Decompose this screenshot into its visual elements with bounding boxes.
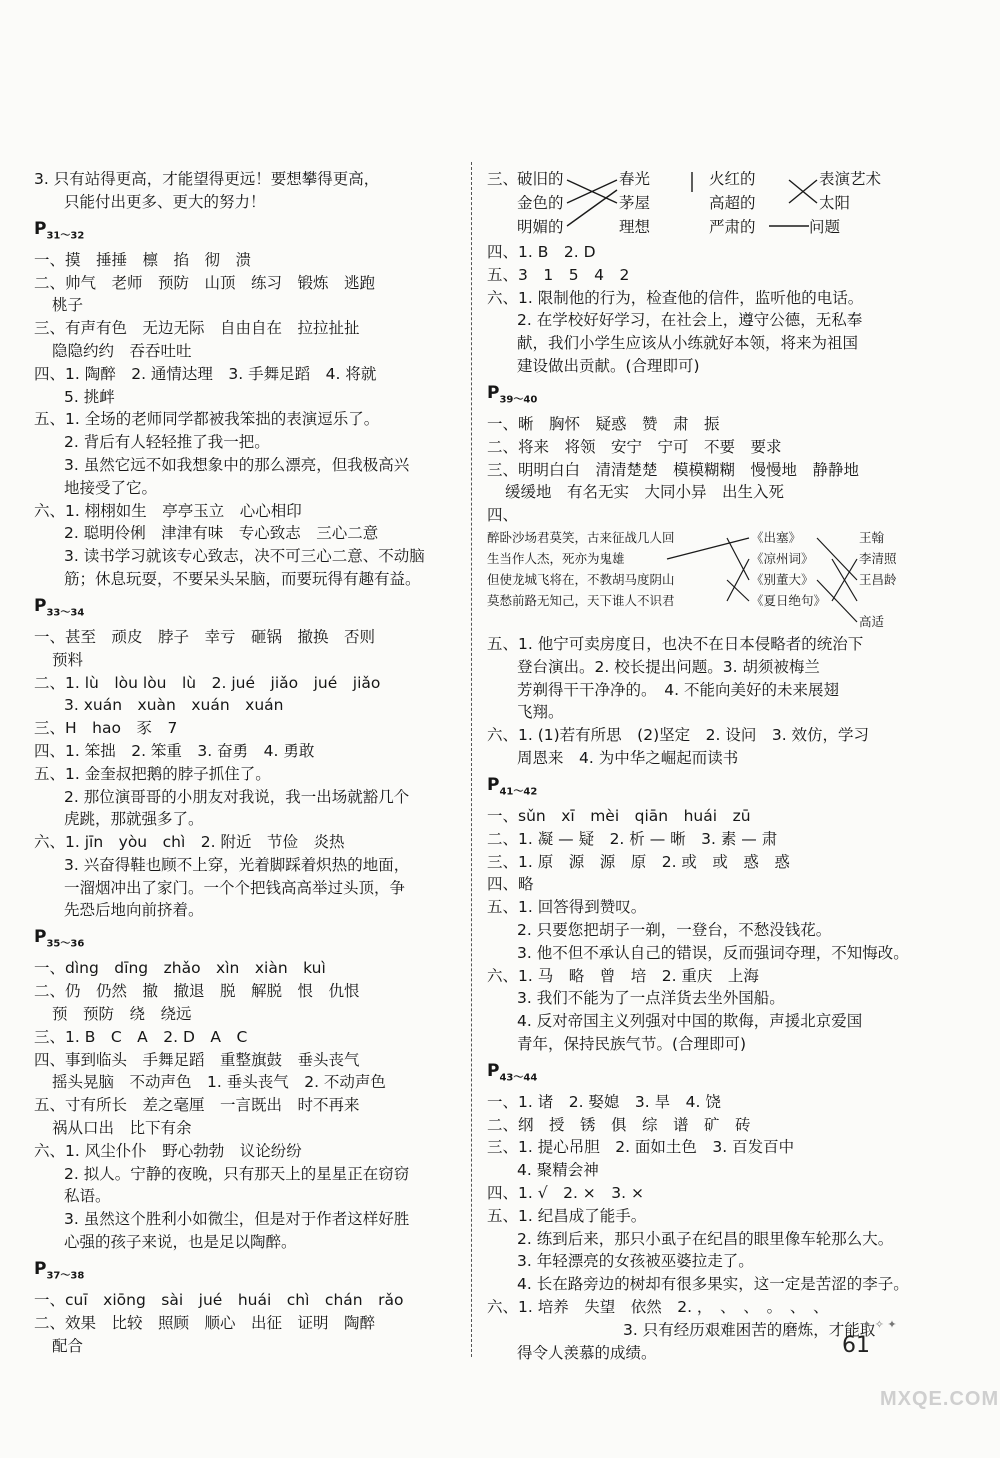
answer-line: 4. 反对帝国主义列强对中国的欺侮，声援北京爱国 — [517, 1012, 863, 1031]
poem-line: 醉卧沙场君莫笑，古来征战几人回 — [487, 529, 675, 545]
answer-line: 四、1. B 2. D — [487, 243, 596, 261]
answer-line: 4. 长在路旁边的树却有很多果实，这一定是苦涩的李子。 — [517, 1275, 909, 1294]
matching-exercise — [487, 168, 939, 241]
answer-line: 虎跳，那就强多了。 — [64, 810, 204, 829]
answer-line: 二、1. 凝 — 疑 2. 析 — 晰 3. 素 — 肃 — [487, 829, 778, 848]
answer-line: 三、明明白白 清清楚楚 模模糊糊 慢慢地 静静地 — [487, 460, 860, 479]
poem-author: 王昌龄 — [859, 571, 897, 587]
answer-line: 2. 练到后来，那只小虱子在纪昌的眼里像车轮那么大。 — [517, 1229, 894, 1248]
left-column — [34, 168, 464, 1357]
answer-line: 飞翔。 — [517, 703, 564, 722]
page-number-ornament-icon: ✦ ✧ ✦ — [862, 1318, 897, 1331]
answer-line: 隐隐约约 吞吞吐吐 — [52, 341, 192, 360]
answer-line: 青年，保持民族气节。(合理即可) — [517, 1034, 747, 1053]
answer-line: 四、1. 笨拙 2. 笨重 3. 奋勇 4. 勇敢 — [34, 741, 315, 760]
match-left2-item: 火红的 — [709, 170, 756, 188]
answer-line: 建设做出贡献。(合理即可) — [517, 356, 700, 375]
section-heading-p33: $P_{33\sim 34}$ — [34, 595, 85, 619]
match-line — [727, 580, 749, 601]
answer-line: 私语。 — [64, 1187, 111, 1206]
poem-author: 王翰 — [859, 529, 885, 545]
answer-line: 五、1. 金奎叔把鹅的脖子抓住了。 — [34, 764, 271, 783]
answer-line: 筋；休息玩耍，不要呆头呆脑，而要玩得有趣有益。 — [64, 569, 421, 588]
answer-line: 五、1. 全场的老师同学都被我笨拙的表演逗乐了。 — [34, 410, 380, 429]
watermark: MXQE.COM — [880, 1388, 1000, 1410]
answer-line: 一、摸 捶捶 檩 掐 彻 溃 — [34, 250, 252, 269]
match-line — [727, 559, 749, 601]
poem-matching — [487, 527, 939, 633]
intro-line: 3. 只有站得更高，才能望得更远！要想攀得更高， — [34, 170, 380, 188]
section-heading-p39: $P_{39\sim 40}$ — [487, 382, 538, 406]
answer-line: 2. 聪明伶俐 津津有味 专心致志 三心二意 — [64, 524, 379, 543]
answer-line: 三、1. B C A 2. D A C — [34, 1027, 248, 1046]
answer-line: 六、1. 限制他的行为，检查他的信件，监听他的电话。 — [487, 288, 864, 307]
answer-line: 六、1. 培养 失望 依然 2. ， 、 、 。 、 、 — [487, 1298, 829, 1317]
answer-line: 一、甚至 顽皮 脖子 幸亏 砸锅 撤换 否则 — [34, 627, 376, 646]
answer-line: 四、1. 陶醉 2. 通情达理 3. 手舞足蹈 4. 将就 — [34, 364, 377, 383]
answer-line: 3. 我们不能为了一点洋货去坐外国船。 — [517, 989, 785, 1008]
answer-line: 3. 虽然这个胜利小如微尘，但是对于作者这样好胜 — [64, 1210, 410, 1229]
poem-line: 生当作人杰，死亦为鬼雄 — [487, 550, 625, 566]
poem-author: 高适 — [859, 613, 885, 629]
match-left-item: 金色的 — [517, 194, 564, 212]
answer-line: 三、有声有色 无边无际 自由自在 拉拉扯扯 — [34, 319, 360, 338]
poem-line: 但使龙城飞将在，不教胡马度阴山 — [487, 571, 675, 587]
answer-line: 五、1. 回答得到赞叹。 — [487, 898, 647, 917]
answer-line: 3. 兴奋得鞋也顾不上穿，光着脚踩着炽热的地面， — [64, 855, 410, 874]
poem-title: 《凉州词》 — [751, 550, 814, 566]
poem-title: 《夏日绝句》 — [751, 592, 827, 608]
answer-line: 4. 聚精会神 — [517, 1161, 599, 1180]
poem-author: 李清照 — [859, 550, 897, 566]
answer-line: 地接受了它。 — [64, 478, 158, 497]
answer-line: 三、1. 提心吊胆 2. 面如土色 3. 百发百中 — [487, 1138, 795, 1157]
answer-line: 3. xuán xuàn xuán xuán — [64, 696, 284, 715]
answer-line: 一溜烟冲出了家门。一个个把钱高高举过头顶，争 — [64, 878, 406, 897]
section-heading-p43: $P_{43\sim 44}$ — [487, 1060, 538, 1084]
poem-title: 《出塞》 — [751, 529, 802, 545]
answer-line: 六、1. 栩栩如生 亭亭玉立 心心相印 — [34, 501, 302, 520]
answer-line: 六、1. jīn yòu chì 2. 附近 节俭 炎热 — [34, 833, 345, 852]
answer-line: 三、H hao 豕 7 — [34, 719, 178, 738]
answer-line: 3. 他不但不承认自己的错误，反而强词夺理，不知悔改。 — [517, 943, 909, 962]
section-heading-p37: $P_{37\sim 38}$ — [34, 1258, 85, 1282]
answer-line: 3. 年轻漂亮的女孩被巫婆拉走了。 — [517, 1252, 754, 1271]
answer-line: 四、事到临头 手舞足蹈 重整旗鼓 垂头丧气 — [34, 1050, 360, 1069]
match-left-item: 明媚的 — [517, 218, 564, 236]
answer-line: 一、1. 诸 2. 娶媳 3. 旱 4. 饶 — [487, 1092, 721, 1111]
match-line — [727, 538, 749, 580]
match-right-item: 表演艺术 — [819, 170, 882, 188]
match-right-item: 太阳 — [819, 194, 851, 212]
answer-line: 五、3 1 5 4 2 — [487, 265, 630, 284]
answer-line: 祸从口出 比下有余 — [52, 1119, 192, 1138]
answer-line: 预 预防 绕 绕远 — [52, 1005, 192, 1024]
answer-line: 六、1. (1)若有所思 (2)坚定 2. 设问 3. 效仿，学习 — [487, 726, 870, 745]
answer-line: 3. 只有经历艰难困苦的磨炼，才能取 — [623, 1320, 876, 1339]
answer-line: 配合 — [52, 1336, 84, 1355]
answer-line: 四、1. √ 2. × 3. × — [487, 1184, 644, 1203]
answer-line: 3. 虽然它远不如我想象中的那么漂亮，但我极高兴 — [64, 455, 410, 474]
match-left2-item: 严肃的 — [709, 218, 756, 236]
answer-line: 3. 读书学习就该专心致志，决不可三心二意、不动脑 — [64, 547, 425, 566]
answer-line: 五、1. 纪昌成了能手。 — [487, 1206, 647, 1225]
answer-line: 一、晰 胸怀 疑惑 赞 肃 振 — [487, 414, 720, 433]
answer-line: 预料 — [52, 650, 84, 669]
answer-line: 2. 在学校好好学习，在社会上，遵守公德，无私奉 — [517, 311, 863, 330]
page-number: 61 — [842, 1333, 870, 1358]
match-mid-item: 理想 — [619, 218, 651, 236]
section-heading-p41: $P_{41\sim 42}$ — [487, 774, 538, 798]
answer-line: 二、仍 仍然 撤 撤退 脱 解脱 恨 仇恨 — [34, 982, 360, 1001]
section-prefix: 三、 — [487, 170, 519, 188]
match-line — [567, 190, 617, 226]
answer-line: 一、dìng dīng zhǎo xìn xiàn kuì — [34, 959, 326, 978]
answer-line: 一、cuī xiōng sài jué huái chì chán rǎo — [34, 1291, 404, 1310]
answer-line: 2. 只要您把胡子一剃，一登台，不愁没钱花。 — [517, 920, 832, 939]
answer-line: 三、1. 原 源 源 原 2. 或 或 惑 惑 — [487, 852, 790, 871]
poem-title: 《别董大》 — [751, 571, 814, 587]
match-left-item: 破旧的 — [517, 170, 564, 188]
answer-line: 芳剃得干干净净的。 4. 不能向美好的未来展翅 — [517, 680, 839, 699]
match-line — [817, 538, 857, 580]
answer-line: 二、纲 授 锈 俱 综 谱 矿 砖 — [487, 1115, 751, 1134]
answer-line: 五、1. 他宁可卖房度日，也决不在日本侵略者的统治下 — [487, 634, 864, 653]
answer-line: 2. 拟人。宁静的夜晚，只有那天上的星星正在窃窃 — [64, 1164, 410, 1183]
answer-line: 2. 背后有人轻轻推了我一把。 — [64, 433, 270, 452]
answer-line: 心强的孩子来说，也是足以陶醉。 — [64, 1233, 297, 1252]
answer-line: 缓缓地 有名无实 大同小异 出生入死 — [505, 483, 785, 502]
right-column — [487, 168, 939, 1364]
answer-line: 得令人羡慕的成绩。 — [517, 1343, 657, 1362]
answer-line: 周恩来 4. 为中华之崛起而读书 — [517, 748, 739, 767]
match-left2-item: 高超的 — [709, 194, 756, 212]
answer-line: 一、sǔn xī mèi qiān huái zū — [487, 806, 751, 825]
answer-line: 二、效果 比较 照顾 顺心 出征 证明 陶醉 — [34, 1313, 376, 1332]
answer-line: 2. 那位演哥哥的小朋友对我说，我一出场就豁几个 — [64, 787, 410, 806]
answer-line: 五、寸有所长 差之毫厘 一言既出 时不再来 — [34, 1096, 360, 1115]
section-heading-p31: $P_{31\sim 32}$ — [34, 218, 85, 241]
match-mid-item: 春光 — [619, 170, 651, 188]
answer-line: 先恐后地向前挤着。 — [64, 901, 204, 920]
answer-line: 二、1. lù lòu lòu lù 2. jué jiǎo jué jiǎo — [34, 673, 381, 692]
intro-line: 只能付出更多、更大的努力！ — [64, 192, 266, 211]
match-right-item: 问题 — [809, 218, 841, 236]
answer-line: 5. 挑衅 — [64, 387, 115, 406]
answer-line: 六、1. 风尘仆仆 野心勃勃 议论纷纷 — [34, 1141, 302, 1160]
answer-line: 桃子 — [52, 296, 84, 315]
poem-line: 莫愁前路无知己，天下谁人不识君 — [487, 592, 675, 608]
answer-line: 献，我们小学生应该从小练就好本领，将来为祖国 — [517, 334, 859, 353]
answer-line: 二、帅气 老师 预防 山顶 练习 锻炼 逃跑 — [34, 273, 376, 292]
section-heading-p35: $P_{35\sim 36}$ — [34, 927, 85, 950]
answer-line: 二、将来 将领 安宁 宁可 不要 要求 — [487, 437, 782, 456]
answer-line: 四、 — [487, 506, 519, 525]
answer-line: 登台演出。2. 校长提出问题。3. 胡须被梅兰 — [517, 657, 820, 676]
column-divider — [471, 162, 472, 1357]
answer-line: 六、1. 马 略 曾 培 2. 重庆 上海 — [487, 966, 759, 985]
answer-line: 摇头晃脑 不动声色 1. 垂头丧气 2. 不动声色 — [52, 1073, 386, 1092]
match-mid-item: 茅屋 — [619, 194, 651, 212]
answer-line: 四、略 — [487, 875, 534, 894]
